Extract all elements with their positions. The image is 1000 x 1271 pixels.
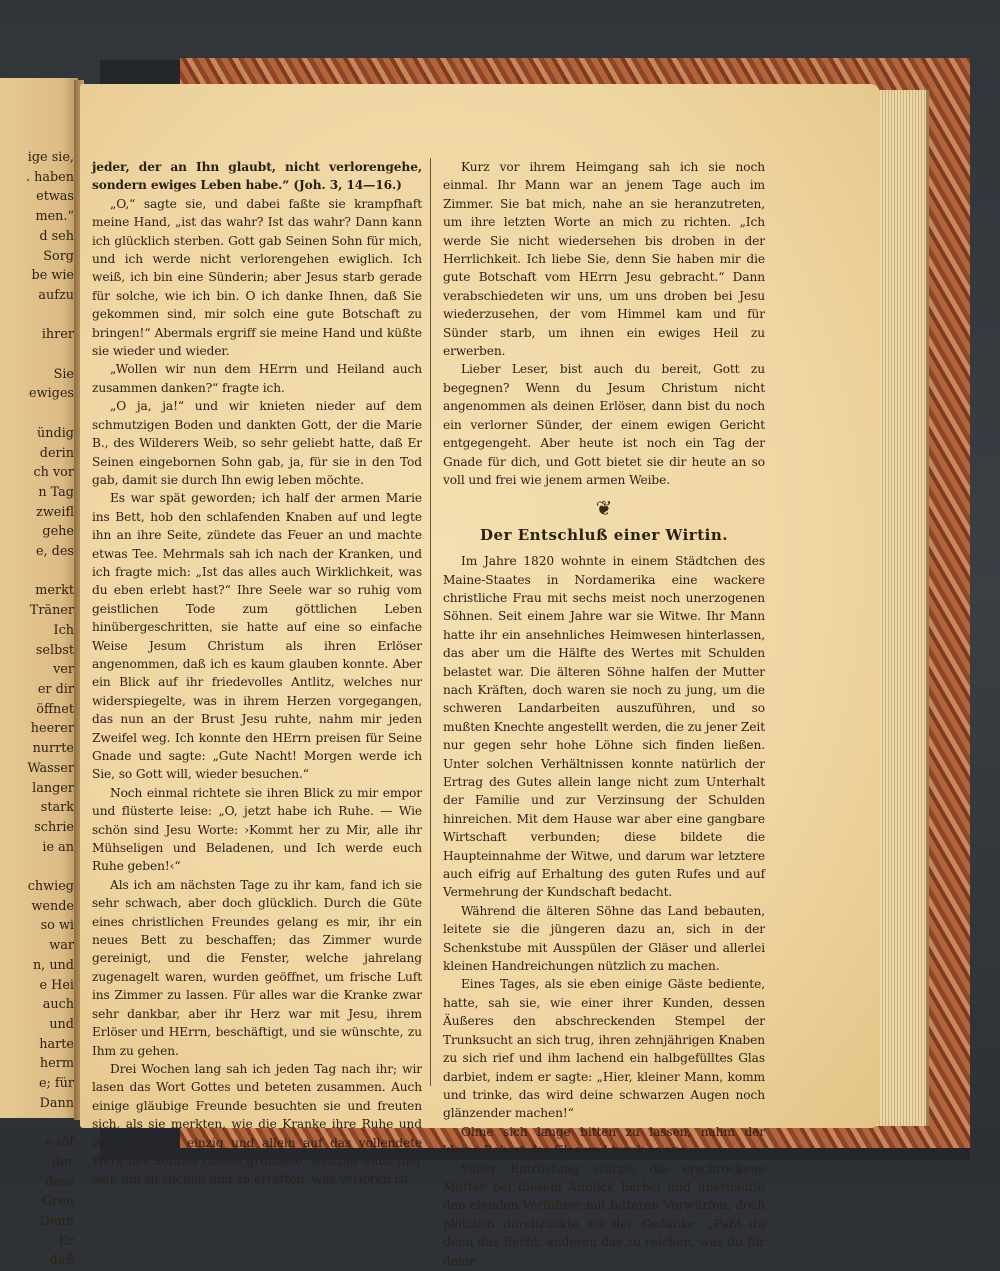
right-column — [443, 158, 765, 1270]
left-page-fragment: ver — [53, 662, 74, 678]
left-page-fragment: auch — [42, 997, 74, 1013]
left-page-fragment: ewiges — [29, 386, 74, 402]
left-page-fragment: Dann — [39, 1095, 74, 1111]
left-page-fragment: Träner — [29, 603, 74, 619]
left-page-fragment: merkt — [35, 583, 74, 599]
left-page-fragment: nurrte — [32, 741, 74, 757]
left-page-fragment: wende — [31, 898, 74, 914]
left-page-fragment: chwieg — [27, 879, 74, 895]
left-page-fragment: Gren — [41, 1194, 74, 1210]
left-page-fragment: war — [49, 938, 74, 954]
paragraph: „Wollen wir nun dem HErrn und Heiland auch zusammen danken?“ fragte ich. — [92, 362, 422, 395]
left-page-fragment: Ich — [53, 622, 74, 638]
left-page-fragment: stark — [40, 800, 74, 816]
left-page-fragment: langer — [32, 780, 74, 796]
left-page-fragment: schrie — [34, 819, 74, 835]
paragraph: jeder, der an Ihn glaubt, nicht verlorengehe, sondern ewiges Leben habe.“ (Joh. 3, 14—16.) — [92, 160, 422, 193]
left-page-fragment: men.“ — [35, 209, 74, 225]
left-page-fragment: etwas — [36, 189, 74, 205]
paragraph: Voller Entrüstung stürzte die erschrockene Mutter bei diesem Anblick herbei und überhäufte den elenden Verführer mit bitteren Vorwürfen; doch plötzlich durchzuckte sie der Gedanke: „Paßt du denn das Recht, anderen das zu reichen, was du für deine — [443, 1161, 765, 1268]
left-page-fragment: heerer — [30, 721, 74, 737]
left-page-fragment: ihrer — [41, 327, 74, 343]
left-page-fragment: aufzu — [38, 287, 74, 303]
left-page — [0, 78, 78, 1269]
ornament-icon: ❦ — [595, 496, 613, 521]
paragraph: Lieber Leser, bist auch du bereit, Gott zu begegnen? Wenn du Jesum Christum nicht angenommen als deinen Erlöser, dann bist du noch ein verlorner Sünder, der einem ewigen Gericht entgegengeht. Aber heute ist noch ein Tag der Gnade für dich, und Gott bietet sie dir heute an so voll und frei wie jenem armen Weibe. — [443, 362, 765, 487]
left-page-fragment — [0, 857, 74, 877]
left-page-fragment: ie an — [42, 839, 74, 855]
left-page-fragment: öffnet — [36, 701, 74, 717]
column-divider — [430, 158, 431, 1086]
left-page-fragment: dass — [45, 1174, 74, 1190]
paragraph: Während die älteren Söhne das Land bebauten, leitete sie die jüngeren dazu an, sich in der Schenkstube mit Ausspülen der Gläser und allerlei kleinen Handreichungen nützlich zu machen. — [443, 903, 765, 974]
left-page-fragment — [0, 404, 74, 424]
left-page-fragment: derin — [39, 445, 74, 461]
left-page-fragment: Denn — [39, 1213, 74, 1229]
left-page-fragment — [0, 345, 74, 365]
left-page-fragment: der — [52, 1154, 74, 1170]
paragraph: „O ja, ja!“ und wir knieten nieder auf dem schmutzigen Boden und dankten Gott, der die Marie B., des Wilderers Weib, so sehr geliebt hatte, daß Er Seinen eingebornen Sohn gab, ja, für sie in den Tod gab, damit sie durch Ihn ewig leben möchte. — [92, 399, 422, 487]
left-page-fragment: Wasser — [27, 760, 74, 776]
paragraph: Im Jahre 1820 wohnte in einem Städtchen des Maine-Staates in Nordamerika eine wackere christliche Frau mit sechs meist noch unerzogenen Söhnen. Seit einem Jahre war sie Witwe. Ihr Mann hatte ihr ein ansehnliches Heimwesen hinterlassen, das aber um die Hälfte des Wertes mit Schulden belastet war. Die älteren Söhne halfen der Mutter nach Kräften, doch waren sie noch zu jung, um die schweren Landarbeiten auszuführen, und so mußten Knechte angestellt werden, die zu jener Zeit nur gegen sehr hohe Löhne sich finden ließen. Unter solchen Verhältnissen konnte natürlich der Ertrag des Gutes allein lange nicht zum Unterhalt der Familie und zur Verzinsung der Schulden hinreichen. Mit dem Hause war aber eine gangbare Wirtschaft verbunden; diese bildete die Haupteinnahme der Witwe, und darum war letztere auch eifrig auf Erhaltung des guten Rufes und auf Vermehrung der Kundschaft bedacht. — [443, 554, 765, 900]
article-title: Der Entschluß einer Wirtin. — [480, 525, 728, 544]
left-page-fragment — [0, 306, 74, 326]
paragraph: „O,“ sagte sie, und dabei faßte sie krampfhaft meine Hand, „ist das wahr? Ist das wahr? Dann kann ich glücklich sterben. Gott gab Seinen Sohn für mich, und ich werde nicht verlorengehen ewiglich. Ich weiß, ich bin eine Sünderin; aber Jesus starb gerade für solche, wie ich bin. O ich danke Ihnen, daß Sie gekommen sind, mir solch eine gute Botschaft zu bringen!“ Abermals ergriff sie meine Hand und küßte sie wieder und wieder. — [92, 196, 422, 359]
left-page-fragment: gehe — [42, 524, 74, 540]
left-page-fragment: ch vor — [33, 465, 74, 481]
paragraph: Es war spät geworden; ich half der armen Marie ins Bett, hob den schlafenden Knaben auf und legte ihn an ihre Seite, zündete das Feuer an und machte etwas Tee. Mehrmals sah ich nach der Kranken, und ich fragte mich: „Ist das alles auch Wirklichkeit, was du eben erlebt hast?“ Ihre Seele war so ruhig vom geistlichen Tode zum göttlichen Leben hinübergeschritten, sie hatte auf eine so einfache Weise Jesum Christum als ihren Erlöser angenommen, daß ich es kaum glauben konnte. Aber ein Blick auf ihr friedevolles Antlitz, welches nur widerspiegelte, was in ihrem Herzen vorgegangen, das nun an der Brust Jesu ruhte, nahm mir jeden Zweifel weg. Ich konnte den HErrn preisen für Seine Gnade und sagte: „Gute Nacht! Morgen werde ich Sie, so Gott will, wieder besuchen.“ — [92, 491, 422, 782]
left-page-fragment: e töf — [44, 1135, 74, 1151]
left-page-fragment: e Hei — [39, 977, 74, 993]
left-page-fragment: n, und — [32, 957, 74, 973]
paragraph: Kurz vor ihrem Heimgang sah ich sie noch einmal. Ihr Mann war an jenem Tage auch im Zimmer. Sie bat mich, nahe an sie heranzutreten, um ihre letzten Worte an mich zu richten. „Ich werde Sie nicht wiedersehen bis droben in der Herrlichkeit. Ich liebe Sie, denn Sie haben mir die gute Botschaft vom HErrn Jesu gebracht.“ Dann verabschiedeten wir uns, um uns droben bei Jesu wiederzusehen, der vom Himmel kam und für Sünder starb, um ihnen ein ewiges Heil zu erwerben. — [443, 160, 765, 359]
left-page-fragment: e; für — [38, 1076, 74, 1092]
left-page-fragment: herm — [39, 1056, 74, 1072]
left-page-fragment: ündig — [37, 425, 74, 441]
paragraph: Drei Wochen lang sah ich jeden Tag nach ihr; wir lasen das Wort Gottes und beteten zusammen. Auch einige gläubige Freunde besuchten sie und freuten sich, als sie merkten, wie die Kranke ihre Ruhe und ihren Frieden einzig und allein auf das vollendete Werk des Sohnes Gottes gründete, welcher einst hier war, um zu suchen und zu erretten, was verloren ist. — [92, 1061, 422, 1187]
left-page-fragment: so wi — [40, 918, 74, 934]
paragraph: Ohne sich lange bitten zu lassen, nahm der kleine Robert das Glas und trank es aus. — [443, 1124, 765, 1158]
left-page-fragment: und — [49, 1016, 74, 1032]
left-page-fragment: daß — [49, 1253, 74, 1269]
left-page-fragment — [0, 1113, 74, 1133]
paragraph: Eines Tages, als sie eben einige Gäste bediente, hatte, sah sie, wie einer ihrer Kunden, dessen Äußeres den abschreckenden Stempel der Trunksucht an sich trug, ihren zehnjährigen Knaben zu sich rief und ihm lachend ein halbgefülltes Glas darbiet, indem er sagte: „Hier, kleiner Mann, komm und trinke, das wird deine schwarzen Augen noch glänzender machen!“ — [443, 977, 765, 1121]
left-page-fragment: er dir — [37, 681, 74, 697]
left-page-fragment: zweifl — [36, 504, 74, 520]
paragraph: Noch einmal richtete sie ihren Blick zu mir empor und flüsterte leise: „O, jetzt habe ich Ruhe. — Wie schön sind Jesu Worte: ›Kommt her zu Mir, alle ihr Mühseligen und Beladenen, und Ich werde euch Ruhe geben!‹“ — [92, 785, 422, 874]
left-page-fragment: . haben — [25, 169, 74, 185]
left-page-fragment: ige sie, — [27, 150, 74, 165]
paragraph: Als ich am nächsten Tage zu ihr kam, fand ich sie sehr schwach, aber doch glücklich. Durch die Güte eines christlichen Freundes gelang es mir, ihr ein neues Bett zu beschaffen; das Zimmer wurde gereinigt, und die Fenster, welche jahrelang zugenagelt waren, wurden geöffnet, um frische Luft ins Zimmer zu lassen. Für alles war die Kranke zwar sehr dankbar, aber ihr Herz war mit Jesu, ihrem Erlöser und HErrn, beschäftigt, und sie wünschte, zu Ihm zu gehen. — [92, 877, 422, 1058]
left-page-text — [0, 148, 74, 1271]
left-column — [92, 158, 422, 1189]
left-page-fragment: d seh — [39, 228, 74, 244]
left-page-fragment: Sorg — [43, 248, 74, 264]
left-page-fragment: e, des — [35, 544, 74, 560]
left-page-fragment — [0, 562, 74, 582]
left-page-fragment: n Tag — [38, 484, 74, 500]
left-page-fragment: harte — [39, 1036, 74, 1052]
left-page-fragment: be wie — [31, 268, 74, 284]
left-page-fragment: Sie — [53, 366, 74, 382]
left-page-fragment: Er — [58, 1233, 74, 1249]
left-page-fragment: selbst — [35, 642, 74, 658]
